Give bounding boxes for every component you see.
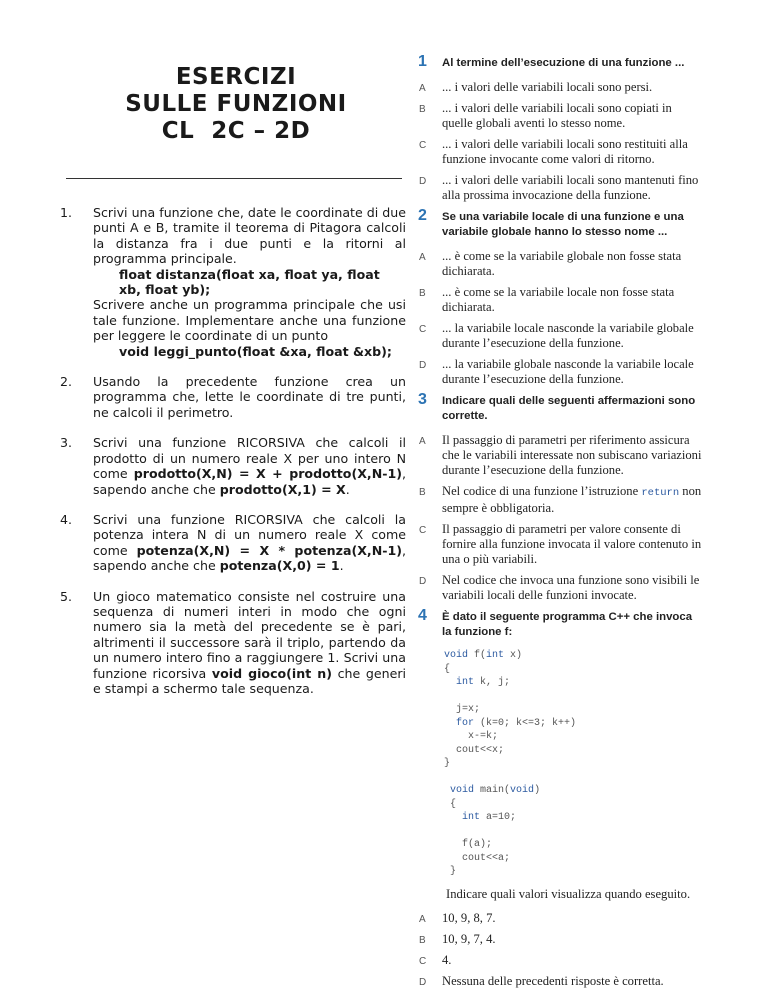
code-token: a=10;: [480, 812, 517, 823]
option-letter: D: [419, 360, 427, 371]
exercise-text: Scrivere anche un programma principale che usi tale funzione. Implementare anche una funzione per leggere le coordinate di un punto: [93, 297, 406, 344]
option-text: Nel codice di una funzione l’istruzione: [442, 484, 642, 498]
code-token: (k=0; k<=3; k++): [474, 717, 577, 729]
answer-option: [416, 911, 702, 926]
option-letter: A: [419, 252, 426, 263]
code-token: }: [444, 758, 451, 769]
exercise-text: Scrivi una funzione RICORSIVA che calcoli il prodotto di un numero reale X per uno intero N come: [93, 435, 406, 482]
formula: potenza(X,0) = 1: [219, 558, 340, 574]
option-text: ... è come se la variabile locale non fosse stata dichiarata.: [442, 285, 675, 314]
exercise-text: .: [345, 481, 350, 497]
option-text: Il passaggio di parametri per valore consente di fornire alla funzione invocata il valore contenuto in una o più variabili.: [442, 522, 702, 566]
code-token: int: [486, 650, 505, 661]
answer-option: [416, 484, 702, 516]
question-header: [416, 207, 702, 240]
exercise-number: 1.: [60, 205, 73, 220]
code-token: void: [510, 785, 535, 796]
question-header: [416, 607, 702, 640]
option-letter: A: [419, 913, 426, 925]
option-text: ... è come se la variabile globale non fosse stata dichiarata.: [442, 249, 682, 278]
option-text: ... la variabile locale nasconde la variabile globale durante l’esecuzione della funzione.: [442, 321, 694, 350]
formula: potenza(X,N) = X * potenza(X,N-1): [136, 542, 402, 558]
option-text: non sempre è obbligatoria.: [442, 484, 702, 515]
question-number: 2: [418, 207, 427, 224]
answer-option: [416, 932, 702, 947]
answer-option: [416, 953, 702, 968]
code-token: cout<<a;: [462, 852, 511, 864]
title-line: CL 2C – 2D: [161, 118, 311, 144]
page-title: [66, 64, 406, 145]
option-text: 4.: [442, 952, 452, 967]
code-token: main(: [474, 785, 511, 796]
code-token: }: [450, 866, 457, 877]
question-number: 3: [418, 391, 427, 408]
answer-option: [416, 173, 702, 203]
answer-option: [416, 433, 702, 478]
exercise-text: Scrivi una funzione che, date le coordinate di due punti A e B, tramite il teorema di Pitagora calcoli la distanza fra i due punti e la ritorni al programma principale.: [93, 205, 406, 267]
code-token: x): [504, 650, 523, 661]
answer-option: [416, 137, 702, 167]
code-token: void: [444, 650, 469, 661]
question-text: Indicare quali delle seguenti affermazioni sono corrette.: [442, 395, 696, 422]
title-line: ESERCIZI: [175, 64, 297, 90]
exercise-text: che generi e stampi a schermo tale sequenza.: [93, 665, 407, 696]
option-letter: C: [419, 525, 427, 536]
option-text: Nessuna delle precedenti risposte è corretta.: [442, 973, 664, 988]
exercise-5: [60, 589, 406, 697]
answer-option: [416, 974, 702, 989]
exercise-list: [60, 205, 406, 711]
option-letter: D: [419, 976, 427, 988]
option-text: Nel codice che invoca una funzione sono visibili le variabili locali delle funzioni invocate.: [442, 573, 700, 602]
answer-option: [416, 321, 702, 351]
code-token: x-=k;: [468, 731, 499, 742]
answer-option: [416, 285, 702, 315]
question-text: Se una variabile locale di una funzione e una variabile globale hanno lo stesso nome ...: [442, 211, 684, 238]
question-1: [416, 53, 702, 203]
code-block: [416, 649, 702, 879]
question-4: [416, 607, 702, 989]
question-number: 1: [418, 53, 427, 70]
option-letter: D: [419, 176, 427, 187]
horizontal-divider: [66, 178, 402, 179]
option-text: ... i valori delle variabili locali sono restituiti alla funzione invocante come valori di ritorno.: [442, 137, 688, 166]
title-line: SULLE FUNZIONI: [125, 91, 347, 117]
question-number: 4: [418, 607, 427, 624]
answer-option: [416, 522, 702, 567]
function-signature-cont: xb, float yb);: [119, 282, 211, 298]
option-text: ... la variabile globale nasconde la variabile locale durante l’esecuzione della funzione.: [442, 357, 694, 386]
exercise-number: 5.: [60, 588, 73, 604]
code-token: cout<<x;: [456, 744, 505, 756]
code-token: f(: [468, 650, 487, 661]
formula: prodotto(X,N) = X + prodotto(X,N-1): [133, 466, 402, 482]
function-signature: void gioco(int n): [211, 665, 332, 681]
question-2: [416, 207, 702, 387]
exercise-text: , sapendo anche che: [93, 542, 407, 574]
option-letter: B: [419, 934, 426, 946]
question-prompt: Indicare quali valori visualizza quando eseguito.: [446, 886, 691, 901]
question-text: È dato il seguente programma C++ che invoca la funzione f:: [442, 611, 693, 638]
exercise-number: 4.: [60, 511, 73, 527]
option-letter: B: [419, 288, 426, 299]
exercise-4: [60, 512, 406, 574]
code-token: ): [534, 785, 541, 796]
answer-option: [416, 80, 702, 95]
option-letter: B: [419, 104, 426, 115]
option-text: ... i valori delle variabili locali sono persi.: [442, 80, 653, 94]
option-text: 10, 9, 8, 7.: [442, 910, 496, 925]
option-letter: A: [419, 436, 426, 447]
exercise-3: [60, 435, 406, 497]
code-keyword: return: [641, 487, 680, 499]
question-text: Al termine dell’esecuzione di una funzione ...: [442, 57, 685, 69]
option-text: 10, 9, 7, 4.: [442, 931, 496, 946]
exercise-2: [60, 374, 406, 420]
question-3: [416, 391, 702, 603]
exercise-text: Un gioco matematico consiste nel costruire una sequenza di numeri interi in modo che ogni numero sia la metà del precedente se è pari, altrimenti il successore sarà il triplo, partendo da un numero intero fino a raggiungere 1. Scrivi una funzione ricorsiva: [93, 588, 406, 681]
code-token: {: [444, 663, 451, 675]
question-header: [416, 391, 702, 424]
code-token: int: [462, 812, 481, 823]
code-token: f(a);: [462, 839, 493, 850]
quiz-column: [416, 53, 702, 994]
exercise-text: .: [339, 558, 344, 574]
question-header: [416, 53, 702, 71]
option-letter: A: [419, 83, 426, 94]
exercise-text: Scrivi una funzione RICORSIVA che calcoli la potenza intera N di un numero reale X come come: [93, 511, 406, 558]
option-text: Il passaggio di parametri per riferimento assicura che le variabili interessate non subiscano variazioni durante l’esecuzione della funzione.: [442, 433, 702, 477]
code-token: j=x;: [456, 704, 481, 715]
option-text: ... i valori delle variabili locali sono mantenuti fino alla prossima invocazione della funzione.: [442, 173, 699, 202]
option-letter: D: [419, 576, 427, 587]
option-text: ... i valori delle variabili locali sono copiati in quelle globali aventi lo stesso nome.: [442, 101, 672, 130]
exercise-1: [60, 205, 406, 359]
formula: prodotto(X,1) = X: [219, 481, 346, 497]
option-letter: B: [419, 487, 426, 498]
answer-option: [416, 101, 702, 131]
code-token: {: [450, 798, 457, 810]
code-token: void: [450, 785, 475, 796]
answer-option: [416, 357, 702, 387]
option-letter: C: [419, 324, 427, 335]
answer-option: [416, 249, 702, 279]
option-letter: C: [419, 955, 427, 967]
code-token: k, j;: [474, 677, 511, 688]
exercise-text: Usando la precedente funzione crea un programma che, lette le coordinate di tre punti, ne calcoli il perimetro.: [93, 374, 406, 420]
code-token: int: [456, 677, 475, 688]
answer-option: [416, 573, 702, 603]
function-signature: float distanza(float xa, float ya, float: [119, 266, 380, 282]
function-signature: void leggi_punto(float &xa, float &xb);: [119, 343, 392, 359]
option-letter: C: [419, 140, 427, 151]
exercise-number: 3.: [60, 435, 73, 451]
exercise-text: , sapendo anche che: [93, 466, 406, 497]
code-token: for: [456, 717, 475, 729]
exercise-number: 2.: [60, 374, 73, 390]
